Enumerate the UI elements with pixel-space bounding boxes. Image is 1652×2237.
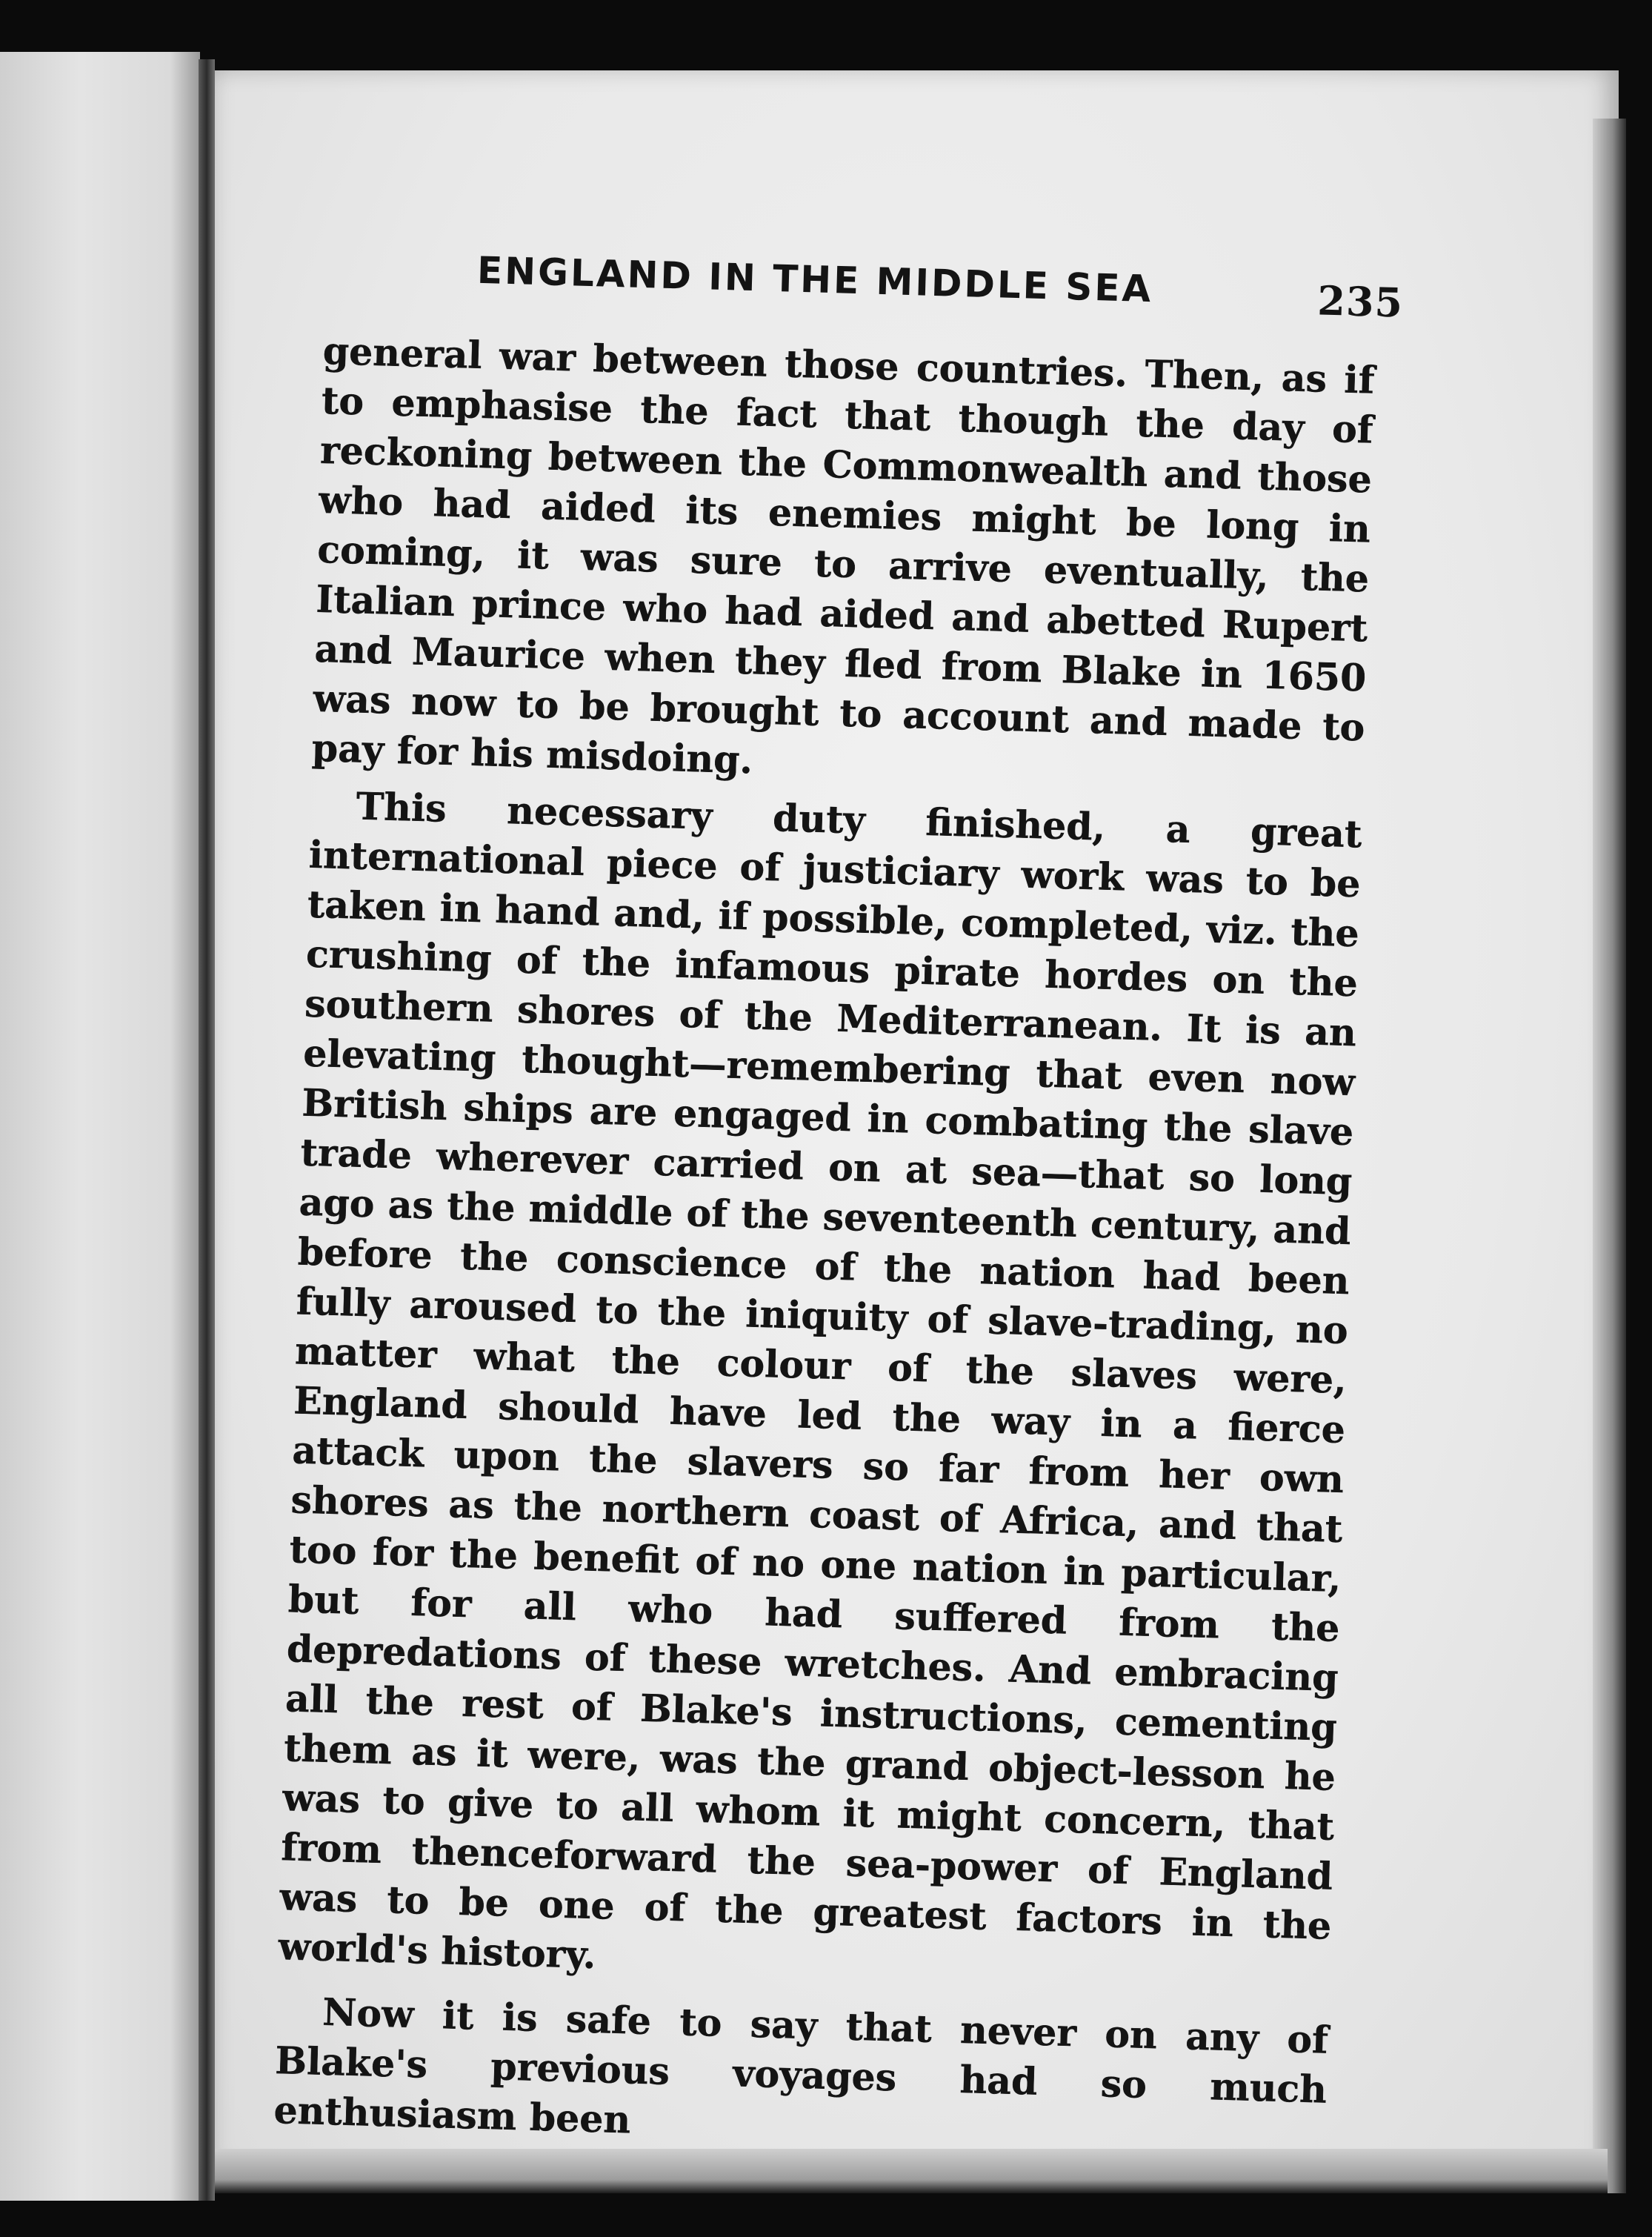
paragraph-2: This necessary duty finished, a great international piece of justiciary work was to be taken in hand and, if possible, completed, viz. the crushing of the infamous pirate hordes on the southern shores of the Mediterranean. It is an elevating thought—remembering that even now British ships are engaged in combating the slave trade wherever carried on at sea—that so long ago as the middle of the seventeenth century, and before the conscience of the nation had been fully aroused to the iniquity of slave-trading, no matter what the colour of the slaves were, England should have led the way in a fierce attack upon the slavers so far from her own shores as the northern coast of Africa, and that too for the benefit of no one nation in particular, but for all who had suffered from the depredations of these wretches. And embracing all the rest of Blake's instructions, cementing them as it were, was the grand object-lesson he was to give to all whom it might concern, that from thenceforward the sea-power of England was to be one of the greatest factors in the world's history. — [278, 784, 1363, 1978]
running-head-title: ENGLAND IN THE MIDDLE SEA — [476, 248, 1153, 311]
page-text-block — [273, 245, 1404, 2164]
page-bottom-edge — [215, 2149, 1608, 2193]
page-number: 235 — [1316, 276, 1404, 327]
paragraph-1: general war between those countries. Then, as if to emphasise the fact that though the day of reckoning between the Commonwealth and those who had aided its enemies might be long in coming, it was sure to arrive eventually, the Italian prince who had aided and abetted Rupert and Maurice when they fled from Blake in 1650 was now to be brought to account and made to pay for his misdoing. — [311, 328, 1376, 782]
book-gutter — [199, 59, 215, 2201]
paragraph-3: Now it is safe to say that never on any of Blake's previous voyages had so much enthusiasm been — [273, 1990, 1329, 2142]
left-facing-page — [0, 52, 200, 2201]
page-right-edge — [1593, 119, 1626, 2193]
